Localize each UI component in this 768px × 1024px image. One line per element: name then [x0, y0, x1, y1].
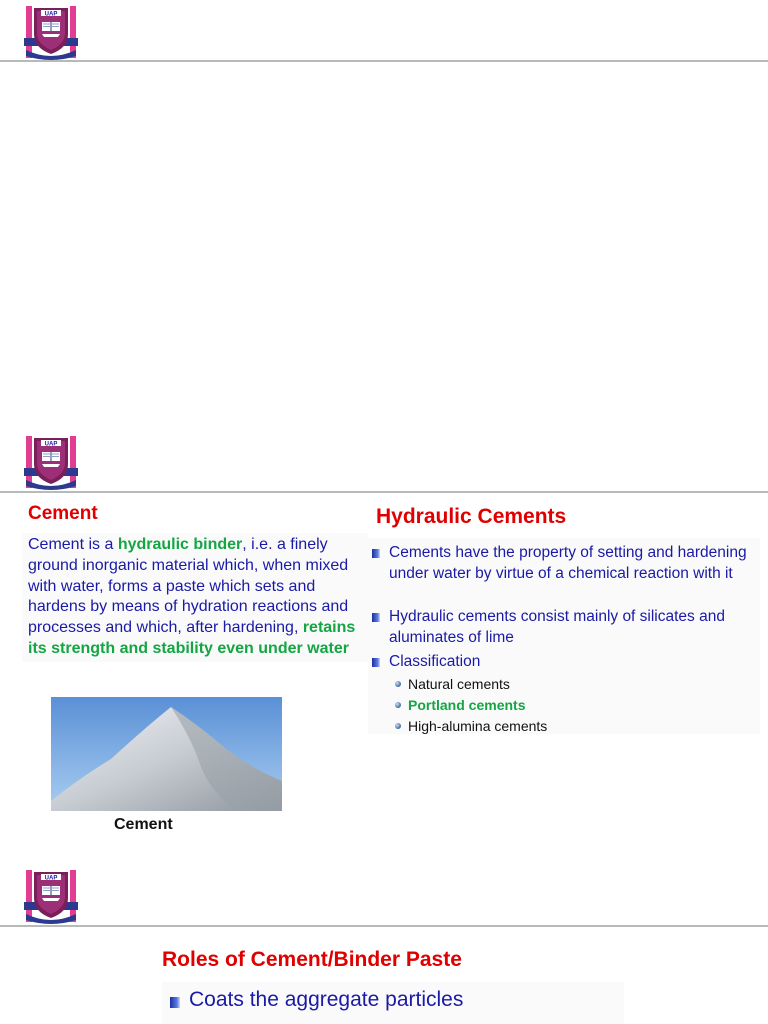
square-bullet-icon — [372, 658, 380, 667]
header-divider — [0, 491, 768, 493]
bullet-item: Coats the aggregate particles — [170, 988, 463, 1012]
cement-pile-photo — [51, 697, 282, 811]
university-crest-logo — [22, 4, 80, 60]
round-bullet-icon — [395, 723, 401, 729]
square-bullet-icon — [372, 613, 380, 622]
photo-caption: Cement — [114, 816, 173, 833]
round-bullet-icon — [395, 681, 401, 687]
university-crest-logo — [22, 868, 80, 924]
bullet-item: Classification — [372, 652, 759, 673]
header-divider — [0, 925, 768, 927]
hydraulic-cements-title: Hydraulic Cements — [376, 505, 567, 528]
hydraulic-binder-highlight: hydraulic binder — [117, 536, 243, 553]
sub-bullet-item: High-alumina cements — [395, 718, 547, 734]
strength-highlight: retains its strength and stability even under water — [28, 619, 356, 657]
cement-title: Cement — [28, 503, 98, 524]
header-divider — [0, 60, 768, 62]
cement-definition: Cement is a hydraulic binder, i.e. a finely ground inorganic material which, when mixed with water, forms a paste which sets and hardens by means of hydration reactions and processes and which, after hardening, retains its strength and stability even under water — [22, 533, 368, 662]
bullet-item: Hydraulic cements consist mainly of silicates and aluminates of lime — [372, 607, 759, 648]
sub-bullet-item: Portland cements — [395, 697, 525, 713]
bullet-item: Cements have the property of setting and hardening under water by virtue of a chemical reaction with it — [372, 543, 759, 584]
round-bullet-icon — [395, 702, 401, 708]
university-crest-logo — [22, 434, 80, 490]
sub-bullet-item: Natural cements — [395, 676, 510, 692]
roles-title: Roles of Cement/Binder Paste — [162, 948, 462, 971]
square-bullet-icon — [170, 997, 180, 1008]
square-bullet-icon — [372, 549, 380, 558]
